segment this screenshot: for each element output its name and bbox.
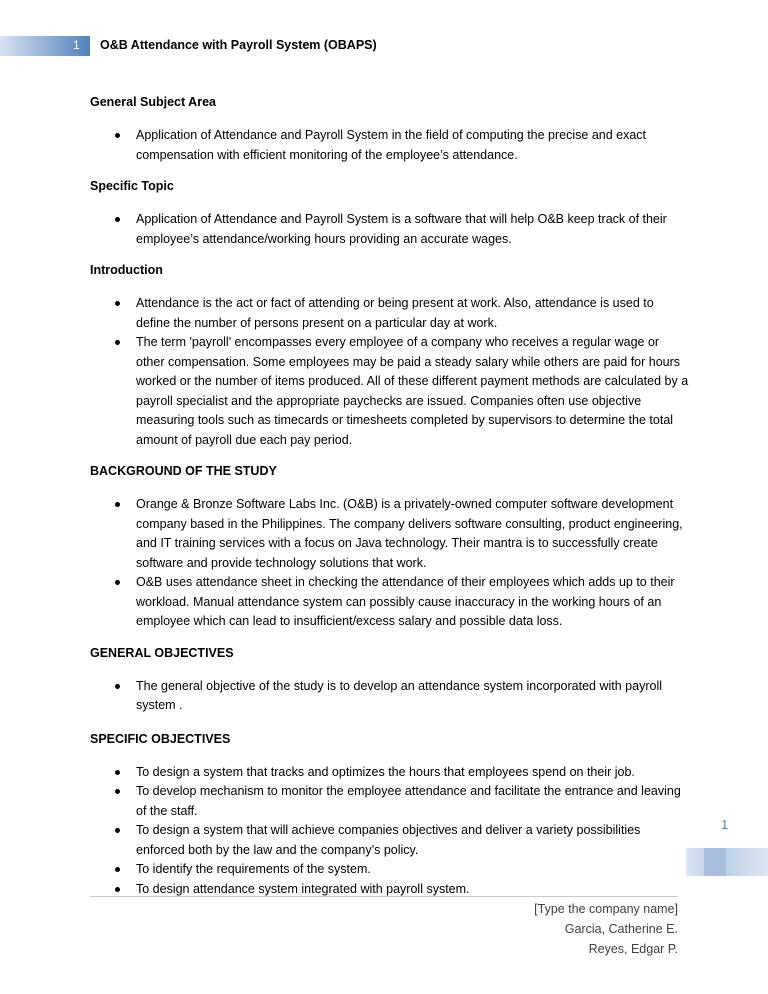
section-title-introduction: Introduction [90,263,163,277]
introduction-list [90,294,690,450]
specific-topic-list [90,210,690,249]
footer-author-2: Reyes, Edgar P. [588,942,678,956]
side-page-number: 1 [721,817,729,832]
list-item: To design a system that tracks and optimizes the hours that employees spend on their job. [90,763,690,783]
list-item: Application of Attendance and Payroll System is a software that will help O&B keep track of their employee’s attendance/working hours providing an accurate wages. [90,210,690,249]
list-item: To identify the requirements of the system. [90,860,690,880]
list-item: To design a system that will achieve companies objectives and deliver a variety possibilities enforced both by the law and the company’s policy. [90,821,690,860]
section-title-specific-topic: Specific Topic [90,179,174,193]
list-item: Attendance is the act or fact of attending or being present at work. Also, attendance is used to define the number of persons present on a particular day at work. [90,294,690,333]
list-item: Application of Attendance and Payroll System in the field of computing the precise and exact compensation with efficient monitoring of the employee’s attendance. [90,126,690,165]
page-tab-decoration [686,848,768,876]
list-item: To design attendance system integrated with payroll system. [90,880,690,900]
general-subject-area-list [90,126,690,165]
footer-company: [Type the company name] [534,902,678,916]
list-item: The term 'payroll' encompasses every employee of a company who receives a regular wage or other compensation. Some employees may be paid a steady salary while others are paid for hours worked or the number of items produced. All of these different payment methods are calculated by a payroll specialist and the appropriate paychecks are issued. Companies often use objective measuring tools such as timecards or timesheets completed by supervisors to determine the total amount of payroll due each pay period. [90,333,690,450]
list-item: The general objective of the study is to develop an attendance system incorporated with payroll system . [90,677,690,716]
footer-divider [90,896,678,897]
section-title-general-objectives: GENERAL OBJECTIVES [90,645,234,660]
footer [534,899,678,959]
specific-objectives-list [90,763,690,900]
footer-author-1: Garcia, Catherine E. [564,922,678,936]
document-body [90,93,690,911]
section-title-general-subject-area: General Subject Area [90,95,216,109]
list-item: To develop mechanism to monitor the employee attendance and facilitate the entrance and leaving of the staff. [90,782,690,821]
general-objectives-list [90,677,690,716]
header-page-number: 1 [73,38,80,52]
list-item: Orange & Bronze Software Labs Inc. (O&B) is a privately-owned computer software development company based in the Philippines. The company delivers software consulting, product engineering, and IT training services with a focus on Java technology. Their mantra is to successfully create software and provide technology solutions that work. [90,495,690,573]
page-tab-fold [704,848,726,876]
list-item: O&B uses attendance sheet in checking the attendance of their employees which adds up to their workload. Manual attendance system can possibly cause inaccuracy in the working hours of an employee which can lead to insufficient/excess salary and possible data loss. [90,573,690,632]
document-title: O&B Attendance with Payroll System (OBAPS) [100,38,377,52]
section-title-background: BACKGROUND OF THE STUDY [90,464,277,478]
section-title-specific-objectives: SPECIFIC OBJECTIVES [90,731,231,746]
background-list [90,495,690,632]
